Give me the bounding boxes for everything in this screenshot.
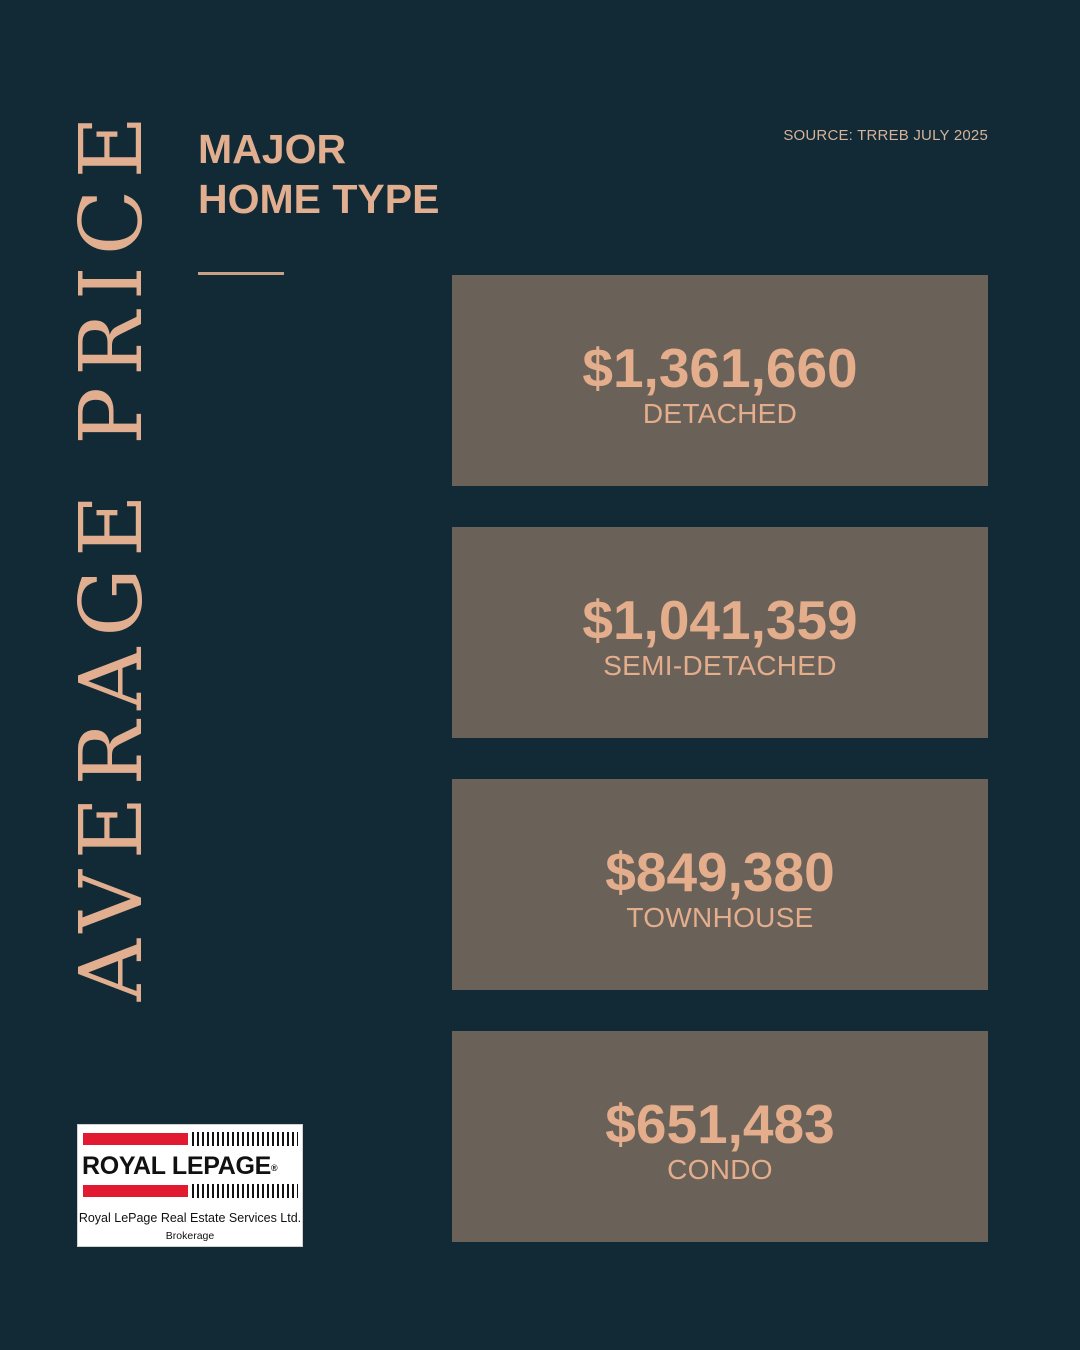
home-type-label: SEMI-DETACHED — [603, 650, 837, 681]
logo-brand-text: ROYAL LEPAGE — [82, 1152, 272, 1180]
price-value: $651,483 — [605, 1093, 835, 1155]
vertical-title: AVERAGE PRICE — [62, 104, 162, 1002]
price-value: $1,361,660 — [582, 337, 858, 399]
source-note: SOURCE: TRREB JULY 2025 — [783, 127, 988, 144]
price-card-condo — [452, 1031, 988, 1242]
home-type-label: CONDO — [667, 1154, 773, 1185]
price-card-semi-detached — [452, 527, 988, 738]
price-value: $1,041,359 — [582, 589, 858, 651]
logo-red-bar-bottom — [83, 1185, 188, 1197]
logo-red-bar-top — [83, 1133, 188, 1145]
price-card-townhouse — [452, 779, 988, 990]
heading-divider — [198, 272, 284, 275]
heading-line-1: MAJOR — [198, 126, 347, 172]
logo-brokerage: Brokerage — [165, 1230, 215, 1242]
price-value: $849,380 — [605, 841, 835, 903]
page-heading — [198, 124, 439, 224]
home-type-label: DETACHED — [642, 398, 798, 429]
registered-mark: ® — [271, 1163, 278, 1173]
logo-wordmark — [82, 1151, 277, 1181]
logo-stripes-bottom — [192, 1184, 298, 1198]
logo-company-name: Royal LePage Real Estate Services Ltd. — [78, 1211, 302, 1225]
home-type-label: TOWNHOUSE — [626, 902, 814, 933]
heading-line-2: HOME TYPE — [198, 176, 440, 222]
royal-lepage-logo — [77, 1124, 303, 1247]
logo-stripes-top — [192, 1132, 298, 1146]
price-card-detached — [452, 275, 988, 486]
